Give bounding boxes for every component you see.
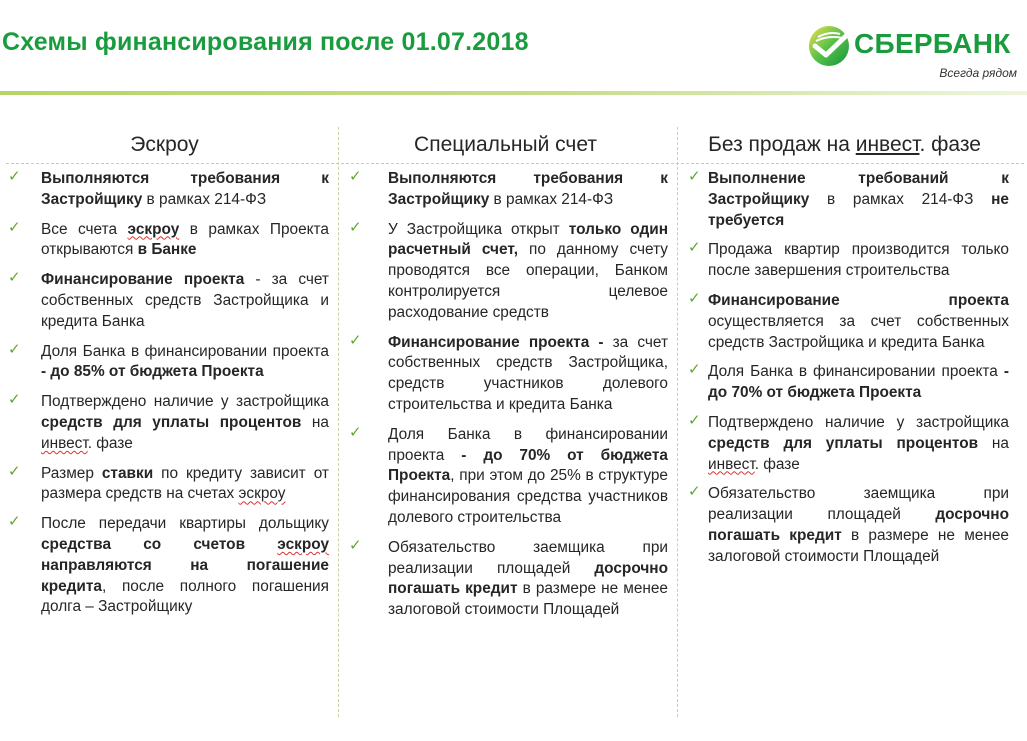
text-segment: за счет собственных средств Застройщика, средств участников долевого строительства и кредита Банка (388, 333, 668, 413)
text-segment: в рамках 214-ФЗ (142, 190, 267, 208)
checkmark-icon: ✓ (688, 168, 701, 185)
text-segment: - до 70% от бюджета Проекта (708, 363, 1009, 402)
list-item-text (41, 342, 329, 384)
text-segment: , при этом до 25% в структуре финансирования средства участников долевого строительства (388, 467, 668, 526)
text-segment: в размере не менее залоговой стоимости Площадей (388, 580, 668, 619)
checkmark-icon: ✓ (8, 462, 21, 480)
checkmark-icon: ✓ (8, 168, 21, 185)
column-special-account (343, 128, 668, 630)
text-segment: У Застройщика открыт (388, 220, 569, 238)
list-item-text (708, 413, 1009, 475)
column-header (680, 128, 1009, 162)
logo-name: СБЕРБАНК (854, 28, 1011, 59)
text-segment: Обязательство заемщика при реализации площадей (708, 485, 1009, 524)
text-segment: - до 85% от бюджета Проекта (41, 363, 264, 381)
item-list (343, 169, 668, 621)
checkmark-icon: ✓ (688, 239, 701, 257)
list-item-text (708, 240, 1009, 282)
text-segment: эскроу (127, 220, 180, 238)
text-segment: , после полного погашения долга – Застройщику (41, 577, 329, 616)
checkmark-icon: ✓ (8, 340, 21, 358)
header-divider (0, 91, 1027, 95)
text-segment: в рамках Проекта открываются (41, 220, 329, 259)
list-item-text (708, 169, 1009, 231)
text-segment: только один расчетный счет, (388, 220, 668, 259)
sberbank-emblem-icon (806, 23, 852, 69)
checkmark-icon: ✓ (349, 536, 362, 554)
column-header (343, 128, 668, 162)
text-segment: Финансирование проекта - (388, 333, 604, 351)
list-item-text (41, 392, 329, 454)
text-segment: Выполнение требований к Застройщику (708, 170, 1009, 208)
text-segment: Обязательство заемщика при реализации площадей (388, 538, 668, 577)
checkmark-icon: ✓ (349, 423, 362, 441)
list-item (0, 169, 329, 211)
checkmark-icon: ✓ (8, 218, 21, 236)
text-segment: средства со счетов (41, 535, 278, 553)
text-segment: средств для уплаты процентов (708, 434, 979, 452)
text-segment: средств для уплаты процентов (41, 413, 302, 431)
text-segment: инвест (41, 434, 88, 452)
column-divider (677, 127, 678, 717)
list-item (680, 291, 1009, 353)
item-list (680, 169, 1009, 568)
text-segment: Размер (41, 464, 102, 482)
list-item (680, 362, 1009, 404)
column-header-label-end: . фазе (919, 133, 981, 156)
checkmark-icon: ✓ (349, 218, 362, 236)
list-item-text (41, 514, 329, 618)
column-header-label: Специальный счет (414, 133, 597, 156)
text-segment: в размере не менее залоговой стоимости Площадей (708, 526, 1009, 565)
list-item-text (41, 169, 329, 211)
text-segment: . фазе (87, 434, 133, 452)
list-item (0, 464, 329, 506)
checkmark-icon: ✓ (688, 361, 701, 379)
list-item (343, 538, 668, 621)
checkmark-icon: ✓ (8, 269, 21, 287)
checkmark-icon: ✓ (349, 168, 362, 185)
list-item (343, 169, 668, 211)
text-segment: - до 70% от бюджета Проекта (388, 446, 668, 485)
list-item (343, 220, 668, 324)
list-item (343, 425, 668, 529)
column-divider (338, 127, 339, 717)
text-segment: направляются на погашение кредита (41, 556, 329, 595)
text-segment: на (301, 413, 329, 431)
list-item (0, 220, 329, 262)
text-segment: - за счет собственных средств Застройщика и кредита Банка (41, 271, 329, 330)
list-item-text (388, 169, 668, 211)
list-item-text (41, 270, 329, 332)
text-segment: не требуется (708, 190, 1009, 229)
checkmark-icon: ✓ (8, 513, 21, 531)
checkmark-icon: ✓ (349, 331, 362, 349)
text-segment: Выполняются требования к Застройщику (388, 170, 668, 208)
checkmark-icon: ✓ (8, 391, 21, 409)
list-item (0, 342, 329, 384)
checkmark-icon: ✓ (688, 289, 701, 307)
text-segment: Продажа квартир производится только после завершения строительства (708, 241, 1009, 280)
list-item (680, 169, 1009, 231)
list-item-text (41, 464, 329, 506)
text-segment: ставки (101, 464, 154, 482)
column-header (0, 128, 329, 162)
text-segment: в Банке (137, 241, 197, 259)
column-header-label-underlined: инвест (855, 133, 920, 156)
list-item-text (41, 220, 329, 262)
page-title: Схемы финансирования после 01.07.2018 (2, 28, 529, 56)
text-segment: в рамках 214-ФЗ (809, 190, 992, 208)
text-segment: в рамках 214-ФЗ (489, 190, 614, 208)
text-segment: После передачи квартиры дольщику (41, 515, 329, 533)
list-item-text (708, 291, 1009, 353)
logo-slogan: Всегда рядом (939, 66, 1017, 80)
list-item-text (388, 425, 668, 529)
text-segment: Выполняются требования к Застройщику (41, 170, 329, 208)
text-segment: по кредиту зависит от размера средств на счетах (41, 464, 329, 503)
text-segment: . фазе (754, 455, 800, 473)
list-item (680, 240, 1009, 282)
text-segment: Все счета (41, 220, 128, 238)
text-segment: Доля Банка в финансировании проекта (708, 363, 1004, 381)
list-item (0, 270, 329, 332)
text-segment: по данному счету проводятся все операции, Банком контролируется целевое расходование средств (388, 241, 668, 321)
text-segment: Финансирование проекта (41, 271, 245, 289)
list-item (680, 413, 1009, 475)
text-segment: инвест (708, 455, 755, 473)
list-item (680, 484, 1009, 567)
list-item-text (708, 362, 1009, 404)
checkmark-icon: ✓ (688, 483, 701, 501)
text-segment: Подтверждено наличие у застройщика (708, 413, 1009, 431)
sberbank-logo (806, 23, 1021, 81)
text-segment: на (978, 434, 1009, 452)
text-segment: Доля Банка в финансировании проекта (41, 342, 329, 360)
column-escrow (0, 128, 329, 627)
text-segment: эскроу (277, 535, 329, 553)
item-list (0, 169, 329, 618)
text-segment: Финансирование проекта (708, 291, 1009, 309)
list-item-text (388, 538, 668, 621)
text-segment: осуществляется за счет собственных средств Застройщика и кредита Банка (708, 312, 1009, 351)
list-item-text (388, 220, 668, 324)
column-header-label: Без продаж на (708, 133, 856, 156)
text-segment: досрочно погашать кредит (708, 506, 1009, 544)
column-no-sales (680, 128, 1009, 577)
list-item-text (708, 484, 1009, 567)
text-segment: Доля Банка в финансировании проекта (388, 425, 668, 464)
list-item (343, 333, 668, 416)
list-item-text (388, 333, 668, 416)
column-header-label: Эскроу (130, 133, 199, 156)
text-segment: досрочно погашать кредит (388, 559, 668, 598)
text-segment: эскроу (238, 485, 286, 503)
list-item (0, 392, 329, 454)
text-segment: Подтверждено наличие у застройщика (41, 393, 329, 411)
checkmark-icon: ✓ (688, 411, 701, 429)
list-item (0, 514, 329, 618)
